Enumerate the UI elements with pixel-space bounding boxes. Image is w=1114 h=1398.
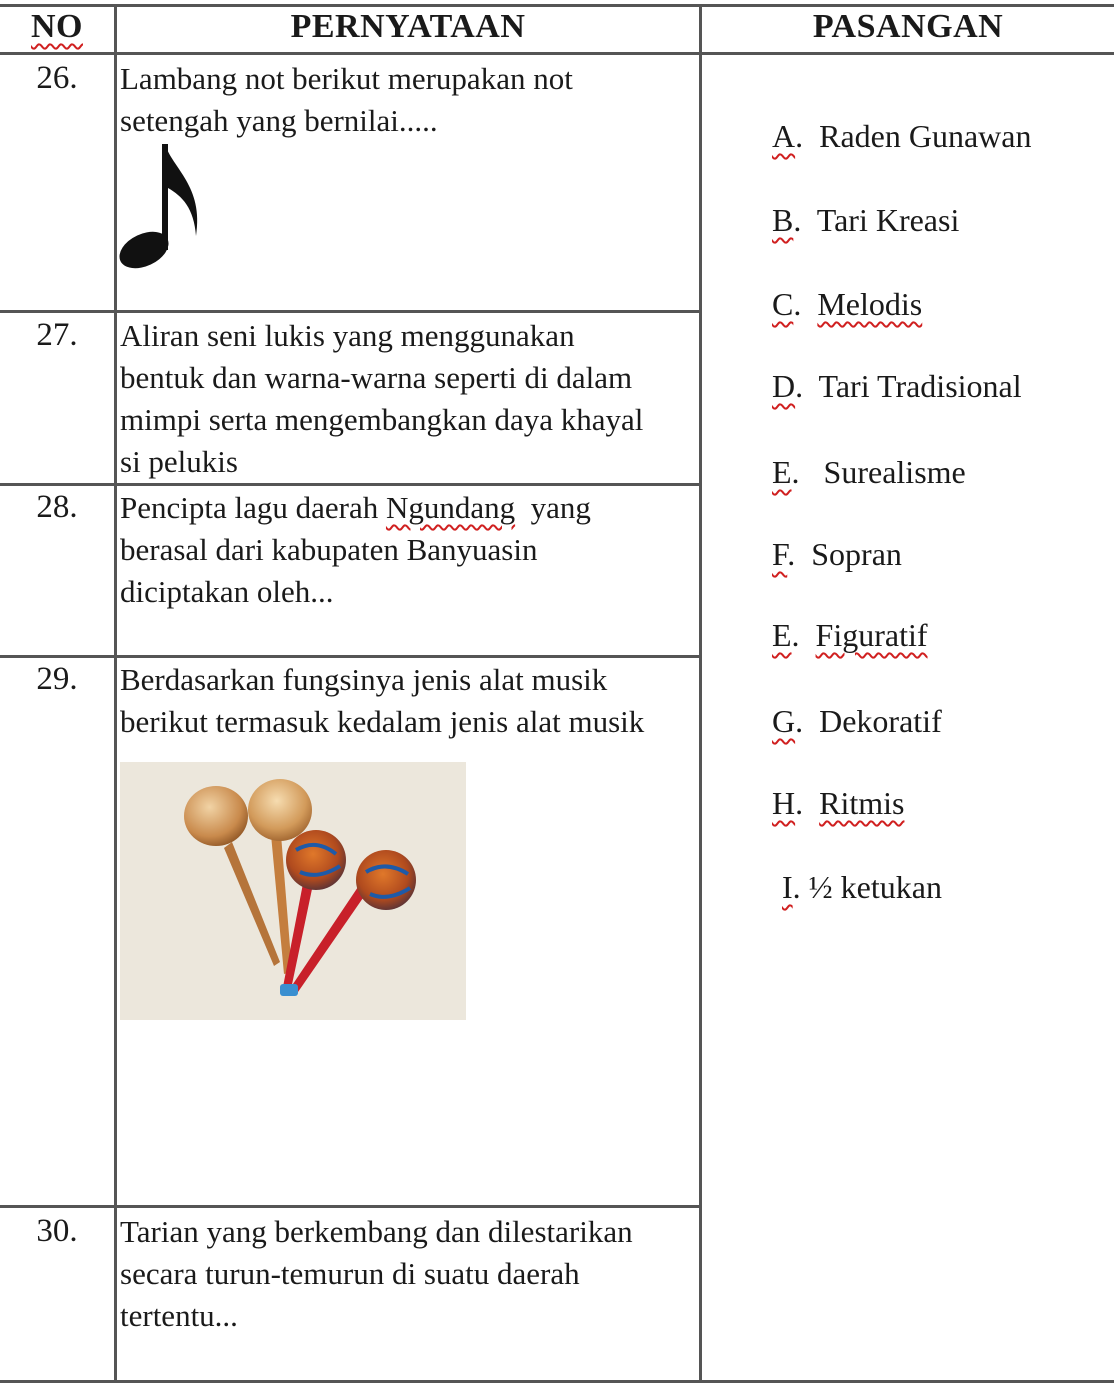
question-27-text	[120, 315, 700, 483]
question-27-line-4: si pelukis	[120, 444, 238, 479]
option-e-figuratif: E. Figuratif	[772, 617, 928, 653]
question-27-line-2: bentuk dan warna-warna seperti di dalam	[120, 360, 633, 395]
question-29-line-1: Berdasarkan fungsinya jenis alat musik	[120, 662, 608, 697]
option-h: H. Ritmis	[772, 785, 905, 821]
row-divider-29-30	[0, 1205, 702, 1208]
question-27-line-3: mimpi serta mengembangkan daya khayal	[120, 402, 644, 437]
question-28-line-1: Pencipta lagu daerah Ngundang yang	[120, 490, 591, 525]
question-29-line-2: berikut termasuk kedalam jenis alat musik	[120, 704, 645, 739]
option-d: D. Tari Tradisional	[772, 368, 1022, 404]
option-b: B. Tari Kreasi	[772, 202, 960, 238]
header-bottom-border	[0, 52, 1114, 55]
question-30-line-1: Tarian yang berkembang dan dilestarikan	[120, 1214, 633, 1249]
row-divider-27-28	[0, 483, 702, 486]
option-f: F. Sopran	[772, 536, 902, 572]
question-30-text	[120, 1211, 700, 1337]
option-c: C. Melodis	[772, 286, 923, 322]
question-26-text	[120, 58, 700, 142]
maracas-photo	[120, 762, 466, 1020]
option-i: I. ½ ketukan	[782, 869, 942, 905]
question-26-line-2: setengah yang bernilai.....	[120, 103, 438, 138]
row-divider-26-27	[0, 310, 702, 313]
question-30-line-3: tertentu...	[120, 1298, 238, 1333]
question-number-26: 26.	[36, 60, 78, 96]
maracas-head-painted-2	[356, 850, 416, 910]
header-statement: PERNYATAAN	[290, 8, 526, 45]
option-e: E. Surealisme	[772, 454, 966, 490]
maracas-tassel	[280, 984, 298, 996]
row-divider-28-29	[0, 655, 702, 658]
question-26-line-1: Lambang not berikut merupakan not	[120, 61, 573, 96]
maracas-handle-1	[224, 842, 280, 966]
question-number-29: 29.	[36, 661, 78, 697]
table-top-border	[0, 4, 1114, 7]
question-number-28: 28.	[36, 489, 78, 525]
question-29-text	[120, 659, 700, 743]
header-no: NO	[31, 8, 83, 45]
spellcheck-word-ngundang: Ngundang	[385, 490, 516, 525]
question-number-30: 30.	[36, 1213, 78, 1249]
question-number-27: 27.	[36, 317, 78, 353]
maracas-head-painted-1	[286, 830, 346, 890]
note-flag	[165, 144, 197, 236]
option-g: G. Dekoratif	[772, 703, 942, 739]
question-30-line-2: secara turun-temurun di suatu daerah	[120, 1256, 580, 1291]
eighth-note-icon	[112, 138, 212, 273]
question-28-line-3: diciptakan oleh...	[120, 574, 334, 609]
table-bottom-border	[0, 1380, 1114, 1383]
maracas-head-wood-1	[184, 786, 248, 846]
option-a: A. Raden Gunawan	[772, 118, 1032, 154]
question-28-line-2: berasal dari kabupaten Banyuasin	[120, 532, 538, 567]
question-27-line-1: Aliran seni lukis yang menggunakan	[120, 318, 575, 353]
question-28-text	[120, 487, 700, 613]
maracas-head-wood-2	[248, 779, 312, 841]
header-pair: PASANGAN	[812, 8, 1004, 45]
